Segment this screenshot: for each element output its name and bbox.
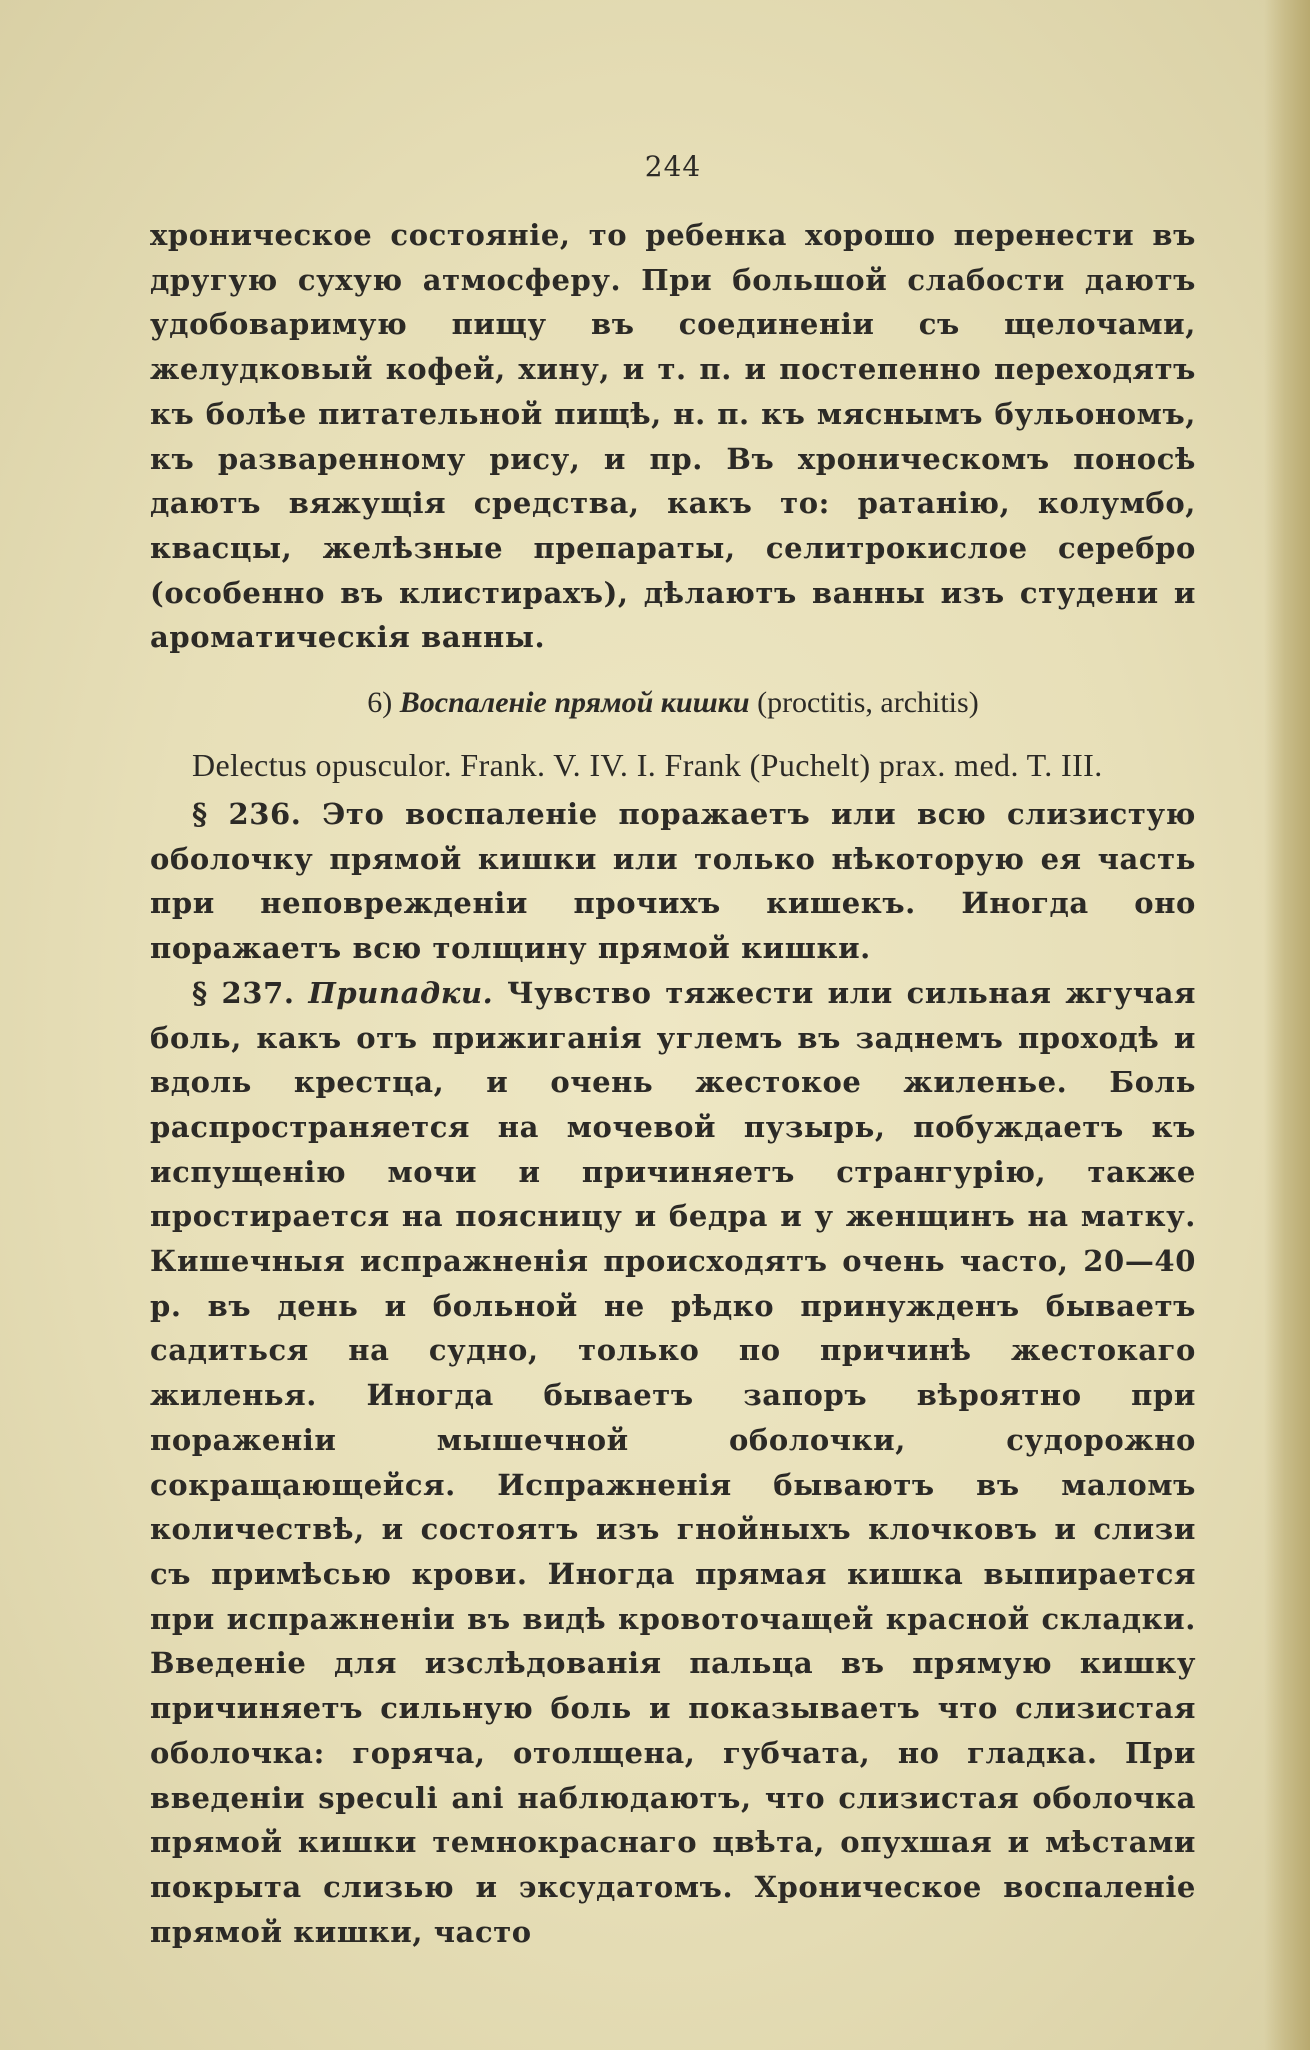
section-heading [150, 686, 1196, 720]
section-title-ru: Воспаленie прямой кишки [399, 686, 750, 720]
paragraph-236-label: § 236. [192, 797, 302, 832]
paragraph-237 [150, 971, 1196, 1954]
paragraph-237-heading: Припадки. [308, 975, 494, 1010]
paragraph-237-text: Чувство тяжести или сильная жгучая боль, какъ отъ прижиганiя углемъ въ заднемъ проходѣ и вдоль крестца, и очень жестокое жиленье. Боль распространяется на мочевой пузырь, побуждаетъ къ испущенiю мочи и причиняетъ странгурiю, также простирается на поясницу и бедра и у женщинъ на матку. Кишечныя испражненiя происходятъ очень часто, 20—40 р. въ день и больной не рѣдко принужденъ бываетъ садиться на судно, только по причинѣ жестокаго жиленья. Иногда бываетъ запоръ вѣроятно при пораженiи мышечной оболочки, судорожно сокращающейся. Испражненiя бываютъ въ маломъ количествѣ, и состоятъ изъ гнойныхъ клочковъ и слизи съ примѣсью крови. Иногда прямая кишка выпирается при испражненiи въ видѣ кровоточащей красной складки. Введенie для изслѣдованiя пальца въ прямую кишку причиняетъ сильную боль и показываетъ что слизистая оболочка: горяча, отолщена, губчата, но гладка. При введенiи speculi ani наблюдаютъ, что слизистая оболочка прямой кишки темнокраснаго цвѣта, опухшая и мѣстами покрыта слизью и эксудатомъ. Хроническое воспаленie прямой кишки, часто [150, 975, 1196, 1949]
bibliographic-reference: Delectus opusculor. Frank. V. IV. I. Frank (Puchelt) prax. med. T. III. [192, 747, 1103, 784]
paragraph-237-label: § 237. [192, 975, 295, 1010]
page-number: 244 [644, 150, 702, 183]
page-edge-shadow [1264, 0, 1310, 2050]
page-content [150, 150, 1196, 1954]
paragraph-continuation: хроническое состоянie, то ребенка хорошо перенести въ другую сухую атмосферу. При большой слабости даютъ удобоваримую пищу въ соединенiи съ щелочами, желудковый кофей, хину, и т. п. и постепенно переходятъ къ болѣе питательной пищѣ, н. п. къ мяснымъ бульономъ, къ разваренному рису, и пр. Въ хроническомъ поносѣ даютъ вяжущiя средства, какъ то: ратанiю, колумбо, квасцы, желѣзные препараты, селитрокислое серебро (особенно въ клистирахъ), дѣлаютъ ванны изъ студени и ароматическiя ванны. [150, 218, 1196, 655]
section-title-lat: (proctitis, architis) [757, 686, 979, 720]
section-number: 6) [367, 686, 393, 720]
paragraph-236-text: Это воспаленie поражаетъ или всю слизистую оболочку прямой кишки или только нѣкоторую ея часть при неповрежденiи прочихъ кишекъ. Иногда оно поражаетъ всю толщину прямой кишки. [150, 797, 1196, 966]
paragraph-236 [150, 792, 1196, 971]
